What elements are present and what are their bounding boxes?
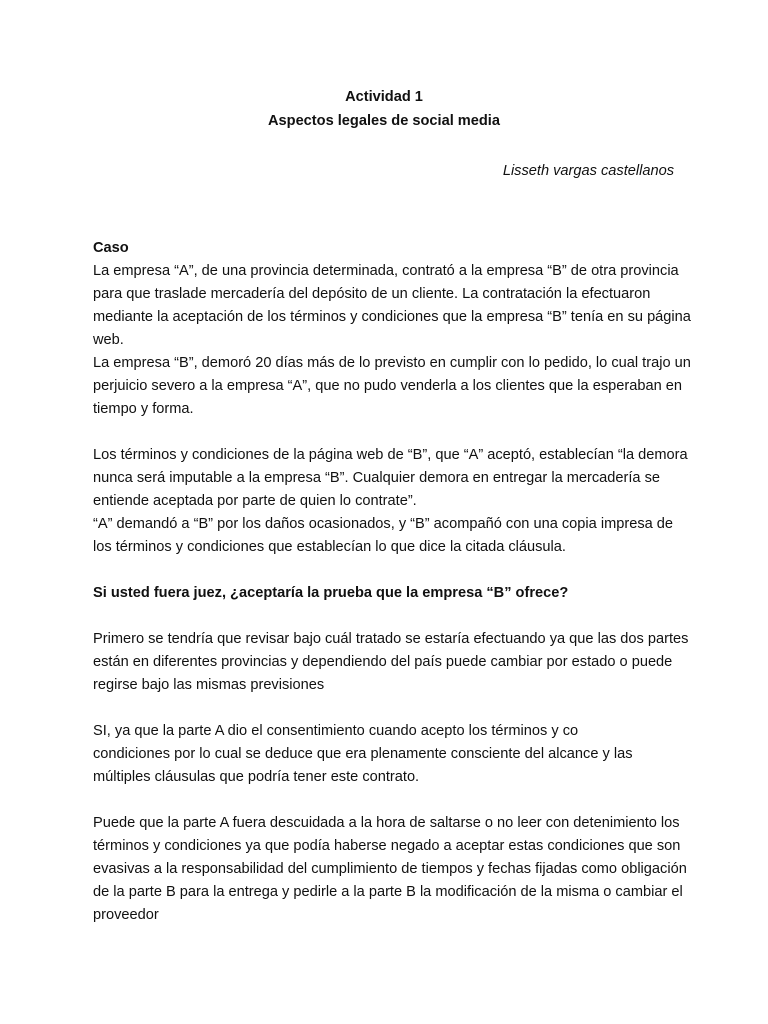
case-heading: Caso xyxy=(93,240,129,256)
case-line: tiempo y forma. xyxy=(93,401,194,417)
answer-line: evasivas a la responsabilidad del cumplimiento de tiempos y fechas fijadas como obligación xyxy=(93,861,687,877)
answer-line: regirse bajo las mismas previsiones xyxy=(93,677,325,693)
answer-line: múltiples cláusulas que podría tener este contrato. xyxy=(93,769,420,785)
answer-line: Primero se tendría que revisar bajo cuál tratado se estaría efectuando ya que las dos partes xyxy=(93,631,689,647)
case-line: perjuicio severo a la empresa “A”, que no pudo venderla a los clientes que la esperaban en xyxy=(93,378,682,394)
case-line: mediante la aceptación de los términos y condiciones que la empresa “B” tenía en su página xyxy=(93,309,691,325)
answer-line: SI, ya que la parte A dio el consentimiento cuando acepto los términos y co xyxy=(93,723,579,739)
answer-line: términos y condiciones ya que podía haberse negado a aceptar estas condiciones que son xyxy=(93,838,681,854)
answer-line: están en diferentes provincias y dependiendo del país puede cambiar por estado o puede xyxy=(93,654,673,670)
answer-line: de la parte B para la entrega y pedirle a la parte B la modificación de la misma o cambiar el xyxy=(93,884,683,900)
case-line: nunca será imputable a la empresa “B”. Cualquier demora en entregar la mercadería se xyxy=(93,470,661,486)
case-line: Los términos y condiciones de la página web de “B”, que “A” aceptó, establecían “la demora xyxy=(93,447,688,463)
case-line: para que traslade mercadería del depósito de un cliente. La contratación la efectuaron xyxy=(93,286,651,302)
document-subtitle: Aspectos legales de social media xyxy=(268,113,500,129)
case-line: La empresa “A”, de una provincia determinada, contrató a la empresa “B” de otra provincia xyxy=(93,263,679,279)
case-line: La empresa “B”, demoró 20 días más de lo previsto en cumplir con lo pedido, lo cual trajo un xyxy=(93,355,691,371)
case-line: entiende aceptada por parte de quien lo contrate”. xyxy=(93,493,417,509)
case-line: “A” demandó a “B” por los daños ocasionados, y “B” acompañó con una copia impresa de xyxy=(93,516,674,532)
answer-line: condiciones por lo cual se deduce que era plenamente consciente del alcance y las xyxy=(93,746,633,762)
answer-line: Puede que la parte A fuera descuidada a la hora de saltarse o no leer con detenimiento los xyxy=(93,815,680,831)
author-name: Lisseth vargas castellanos xyxy=(502,163,674,179)
document-title: Actividad 1 xyxy=(345,89,423,105)
case-line: los términos y condiciones que establecían lo que dice la citada cláusula. xyxy=(93,539,566,555)
case-line: web. xyxy=(93,332,124,348)
answer-line: proveedor xyxy=(93,907,159,923)
question-heading: Si usted fuera juez, ¿aceptaría la prueba que la empresa “B” ofrece? xyxy=(93,585,569,601)
